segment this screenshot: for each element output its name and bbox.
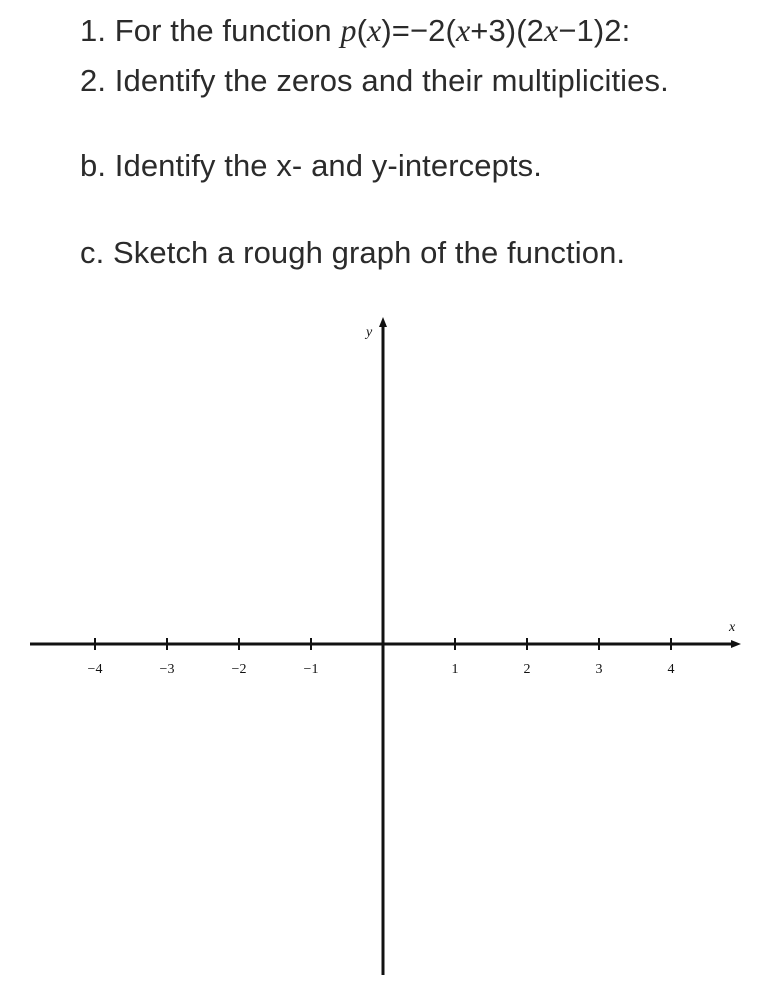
x-tick-label-6: 3	[595, 662, 603, 677]
function-part-2: +3)(2	[470, 13, 544, 48]
x-tick-label-0: −4	[87, 662, 103, 677]
function-part-3: −1)2:	[558, 13, 631, 48]
question-c: c. Sketch a rough graph of the function.	[80, 235, 626, 270]
x-tick-label-2: −2	[231, 662, 247, 677]
y-axis-label: y	[366, 325, 373, 340]
question-1-prefix: 1. For the function	[80, 13, 341, 48]
x-tick-label-3: −1	[303, 662, 319, 677]
question-b: b. Identify the x- and y-intercepts.	[80, 148, 542, 183]
function-variable-3: x	[544, 12, 559, 48]
function-name: p	[340, 12, 357, 48]
function-variable: x	[367, 12, 382, 48]
x-tick-label-5: 2	[523, 662, 531, 677]
x-axis-label: x	[729, 620, 736, 635]
function-variable-2: x	[455, 12, 471, 48]
x-tick-label-7: 4	[667, 662, 675, 677]
x-tick-label-4: 1	[451, 662, 459, 677]
x-tick-label-1: −3	[159, 662, 175, 677]
question-2: 2. Identify the zeros and their multiplicities.	[80, 63, 669, 98]
function-part-1: )=−2(	[381, 13, 456, 48]
question-1: 1. For the function p(x)=−2(x+3)(2x−1)2:	[80, 12, 631, 48]
